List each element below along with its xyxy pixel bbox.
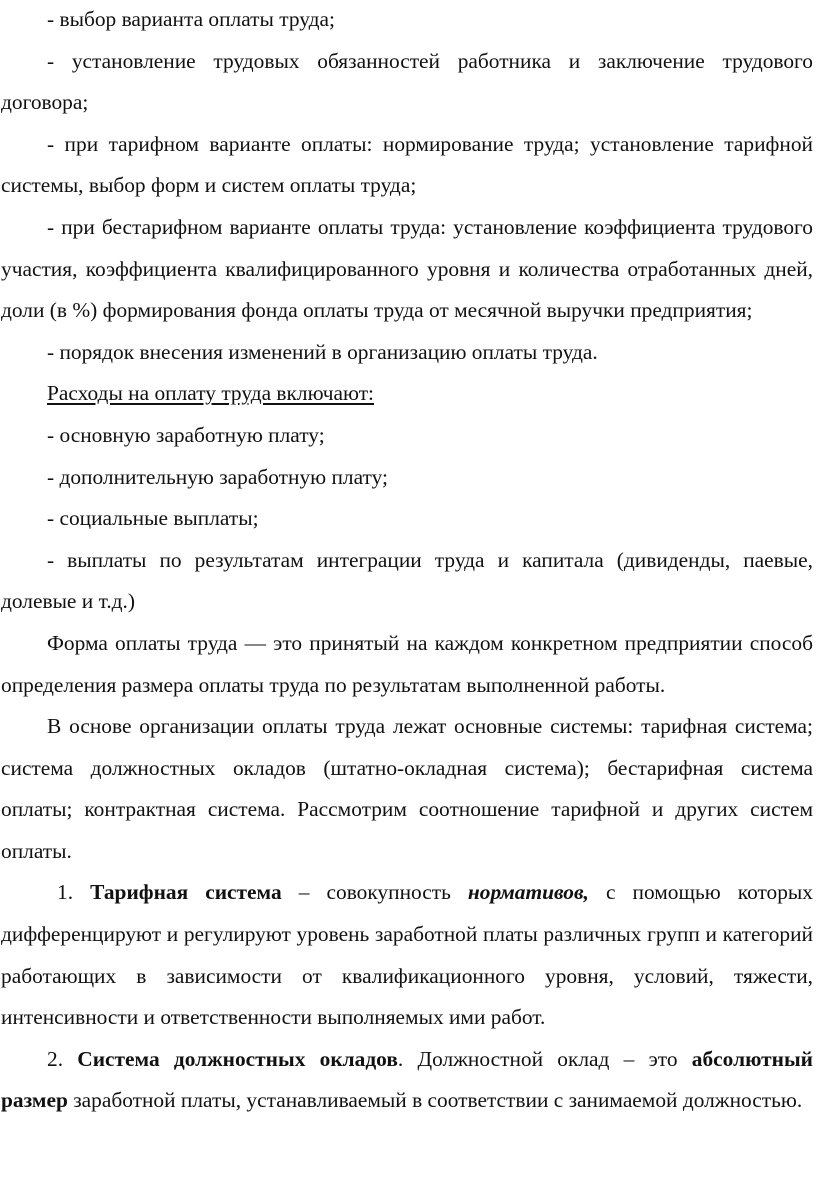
item-text: с помощью которых дифференцируют и регулируют уровень заработной платы различных групп и категорий работающих в зависимости от квалификационного уровня, условий, тяжести, интенсивности и ответственности выполняемых ими работ. <box>1 880 813 1030</box>
paragraph-expenses-heading <box>1 373 813 415</box>
item-number: 2. <box>47 1046 64 1071</box>
paragraph-non-tariff-variant: - при бестарифном варианте оплаты труда: установление коэффициента трудового участия, коэффициента квалифицированного уровня и количества отработанных дней, доли (в %) формирования фонда оплаты труда от месячной выручки предприятия; <box>1 214 813 323</box>
paragraph-social-payments: - социальные выплаты; <box>47 506 259 531</box>
paragraph-change-procedure: - порядок внесения изменений в организацию оплаты труда. <box>47 339 598 364</box>
term-tariff-system: Тарифная система <box>90 880 282 905</box>
item-position-salary-system <box>1 1039 813 1122</box>
term-absolute-amount: абсолютный размер <box>1 1046 813 1113</box>
expenses-heading: Расходы на оплату труда включают: <box>47 381 374 406</box>
paragraph-labor-duties: - установление трудовых обязанностей работника и заключение трудового договора; <box>1 48 813 115</box>
paragraph-additional-salary: - дополнительную заработную плату; <box>47 464 388 489</box>
paragraph-capital-payments: - выплаты по результатам интеграции труда и капитала (дивиденды, паевые, долевые и т.д.) <box>1 547 813 614</box>
term-norms: нормативов, <box>467 880 589 905</box>
paragraph-basic-salary: - основную заработную плату; <box>47 422 325 447</box>
paragraph-tariff-variant: - при тарифном варианте оплаты: нормирование труда; установление тарифной системы, выбор форм и систем оплаты труда; <box>1 131 813 198</box>
paragraph-payment-form: Форма оплаты труда — это принятый на каждом конкретном предприятии способ определения размера оплаты труда по результатам выполненной работы. <box>1 630 813 697</box>
paragraph-payment-variant: - выбор варианта оплаты труда; <box>47 7 335 31</box>
item-number: 1. <box>57 880 74 905</box>
item-tariff-system <box>1 872 813 1038</box>
item-text: . Должностной оклад – это <box>397 1046 692 1071</box>
paragraph-payment-systems: В основе организации оплаты труда лежат основные системы: тарифная система; система должностных окладов (штатно-окладная система); бестарифная система оплаты; контрактная система. Рассмотрим соотношение тарифной и других систем оплаты. <box>1 714 813 863</box>
item-text: заработной платы, устанавливаемый в соответствии с занимаемой должностью. <box>67 1088 803 1113</box>
item-text: – совокупность <box>281 880 468 905</box>
term-position-salary-system: Система должностных окладов <box>77 1046 398 1071</box>
